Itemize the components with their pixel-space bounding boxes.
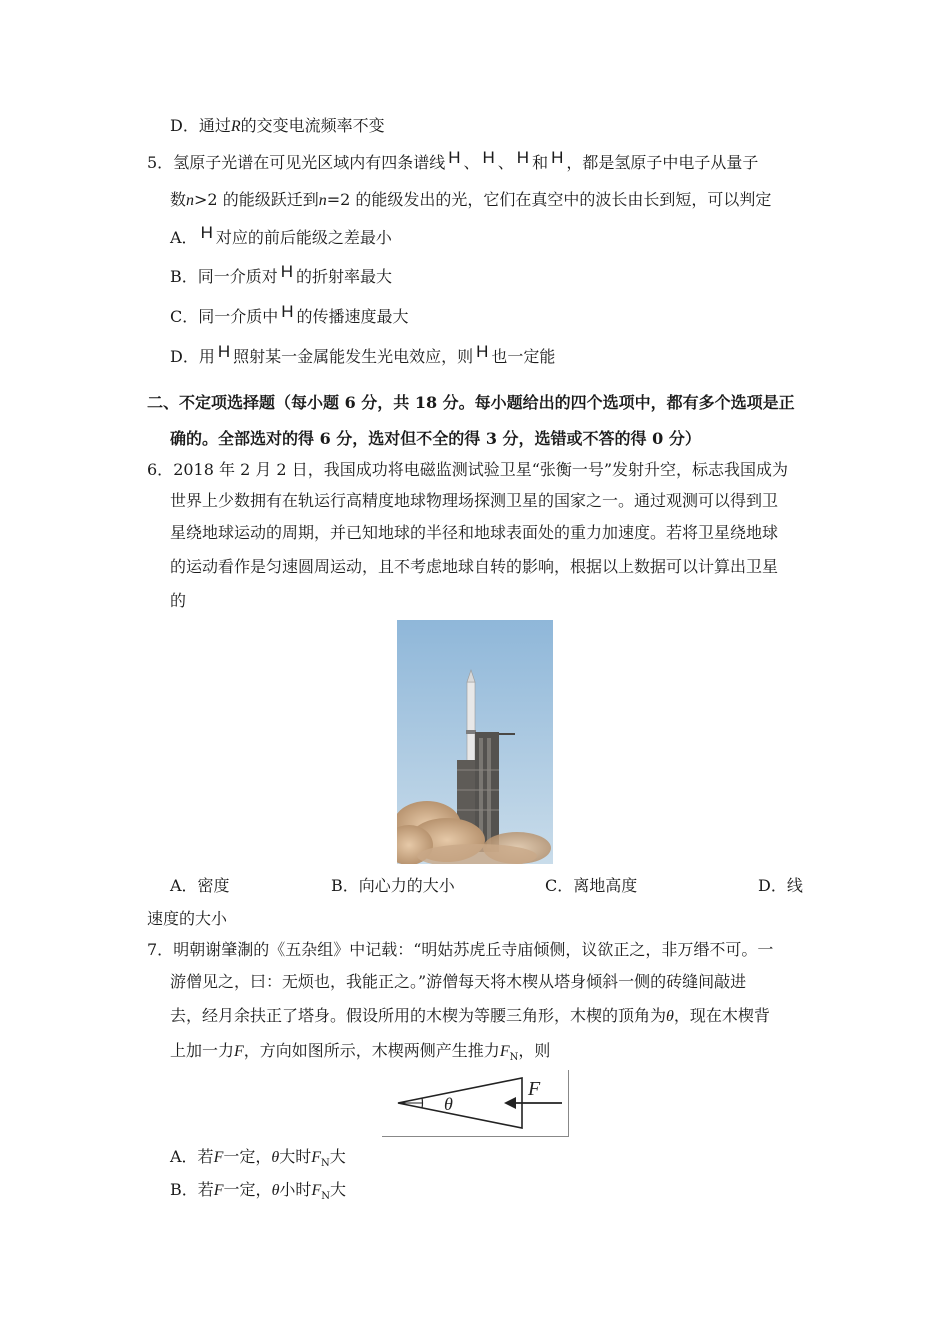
q5-number: 5． <box>147 153 174 172</box>
q7-a-mid1: 一定， <box>223 1147 272 1166</box>
rocket-launch-illustration <box>397 620 553 864</box>
q5-option-d <box>170 342 556 368</box>
q4-option-d-text: 的交变电流频率不变 <box>240 116 385 135</box>
h-symbol: H <box>448 148 461 167</box>
q7-text3b: ，现在木楔背 <box>673 1006 770 1025</box>
q7-a-F: F <box>213 1149 224 1166</box>
q5-c-pre: C．同一介质中 <box>170 307 279 326</box>
q7-number: 7． <box>147 940 174 959</box>
h-symbol: H <box>476 342 489 361</box>
q4-option-d <box>170 115 385 138</box>
q7-text3a: 去，经月余扶正了塔身。假设所用的木楔为等腰三角形，木楔的顶角为 <box>170 1006 667 1025</box>
q7-text1: 明朝谢肇淛的《五杂组》中记载：“明姑苏虎丘寺庙倾侧，议欲正之，非万缗不可。一 <box>173 940 774 959</box>
q6-text1: 2018 年 2 月 2 日，我国成功将电磁监测试验卫星“张衡一号”发射升空，标志我国成为 <box>173 460 789 479</box>
q7-a-post: 大 <box>329 1147 346 1166</box>
q5-stem1b: ，都是氢原子中电子从量子 <box>566 153 759 172</box>
q6-line4: 的运动看作是匀速圆周运动，且不考虑地球自转的影响，根据以上数据可以计算出卫星 <box>170 557 779 576</box>
q5-d-pre: D．用 <box>170 347 215 366</box>
section2-heading-line1: 二、不定项选择题（每小题 6 分，共 18 分。每小题给出的四个选项中，都有多个选项是正 <box>147 393 795 412</box>
q5-c-text: 的传播速度最大 <box>296 307 409 326</box>
q7-a-theta: θ <box>271 1149 280 1166</box>
q5-stem2b: >2 的能级跃迁到 <box>194 190 319 209</box>
q7-a-pre: A．若 <box>170 1147 214 1166</box>
q7-option-a <box>170 1146 346 1175</box>
q7-text4b: ，方向如图所示，木楔两侧产生推力 <box>243 1041 500 1060</box>
q5-d-mid: 照射某一金属能发生光电效应，则 <box>233 347 474 366</box>
q7-line3 <box>170 1005 770 1028</box>
q4-option-d-var: R <box>230 118 241 135</box>
q7-b-mid1: 一定， <box>223 1180 272 1199</box>
q7-FN-sub: N <box>509 1052 519 1064</box>
wedge-diagram <box>382 1070 568 1136</box>
q7-FN: F <box>499 1043 510 1060</box>
wedge-theta-label: θ <box>444 1094 453 1114</box>
q6-line1 <box>147 459 788 481</box>
q7-theta: θ <box>666 1008 674 1025</box>
q5-a-pre: A． <box>170 228 198 247</box>
q5-stem2a: 数 <box>170 190 187 209</box>
q5-stem-line1 <box>147 148 759 174</box>
q5-stem-line2 <box>170 189 771 212</box>
q7-text4a: 上加一力 <box>170 1041 235 1060</box>
q7-option-b <box>170 1179 346 1208</box>
wedge-force-label: F <box>528 1078 541 1100</box>
q7-a-FN-sub: N <box>321 1158 330 1170</box>
q5-sep1: 、 <box>463 153 480 172</box>
q7-line4 <box>170 1040 550 1069</box>
q7-a-mid2: 大时 <box>279 1147 312 1166</box>
q5-stem2c: =2 的能级发出的光，它们在真空中的波长由长到短，可以判定 <box>326 190 772 209</box>
q7-b-pre: B．若 <box>170 1180 214 1199</box>
q7-F: F <box>234 1043 244 1060</box>
q7-b-theta: θ <box>271 1182 280 1199</box>
q5-sep2: 、 <box>497 153 514 172</box>
q5-option-a <box>170 223 392 249</box>
q6-line3: 星绕地球运动的周期，并已知地球的半径和地球表面处的重力加速度。若将卫星绕地球 <box>170 523 779 542</box>
q5-option-b <box>170 262 393 288</box>
q7-line2: 游僧见之，曰：无烦也，我能正之。”游僧每天将木楔从塔身倾斜一侧的砖缝间敲进 <box>170 972 747 991</box>
q7-b-post: 大 <box>329 1180 346 1199</box>
q6-option-a: A．密度 <box>170 876 230 895</box>
q7-line1 <box>147 939 773 961</box>
q4-option-d-label: D．通过 <box>170 116 231 135</box>
h-symbol: H <box>217 342 231 361</box>
q5-a-text: 对应的前后能级之差最小 <box>215 228 392 247</box>
rocket-launch-photo <box>397 620 553 864</box>
q7-b-mid2: 小时 <box>279 1180 312 1199</box>
q7-b-FN: F <box>311 1182 322 1199</box>
q7-b-FN-sub: N <box>321 1191 330 1203</box>
q5-d-text: 也一定能 <box>491 347 556 366</box>
wedge-figure <box>382 1070 569 1137</box>
h-symbol: H <box>200 223 213 242</box>
q5-b-pre: B．同一介质对 <box>170 267 278 286</box>
h-symbol: H <box>482 148 495 167</box>
q6-option-c: C．离地高度 <box>545 876 638 895</box>
h-symbol: H <box>281 302 294 321</box>
q5-option-c <box>170 302 409 328</box>
q5-b-text: 的折射率最大 <box>296 267 393 286</box>
q6-option-d: D．线 <box>758 876 803 895</box>
section2-heading-line2: 确的。全部选对的得 6 分，选对但不全的得 3 分，选错或不答的得 0 分） <box>170 429 701 448</box>
h-symbol: H <box>280 262 294 281</box>
q5-stem1a: 氢原子光谱在可见光区域内有四条谱线 <box>173 153 446 172</box>
q5-n2: n <box>318 192 327 209</box>
q7-a-FN: F <box>311 1149 322 1166</box>
h-symbol: H <box>551 148 564 167</box>
q6-option-d-continued: 速度的大小 <box>147 909 228 928</box>
q6-number: 6． <box>147 460 174 479</box>
h-symbol: H <box>516 148 530 167</box>
q6-option-b: B．向心力的大小 <box>331 876 455 895</box>
q7-b-F: F <box>213 1182 224 1199</box>
q6-line2: 世界上少数拥有在轨运行高精度地球物理场探测卫星的国家之一。通过观测可以得到卫 <box>170 491 779 510</box>
q6-line5: 的 <box>170 591 187 610</box>
q7-text4c: ，则 <box>518 1041 551 1060</box>
q5-n1: n <box>186 192 195 209</box>
q5-and: 和 <box>532 153 549 172</box>
